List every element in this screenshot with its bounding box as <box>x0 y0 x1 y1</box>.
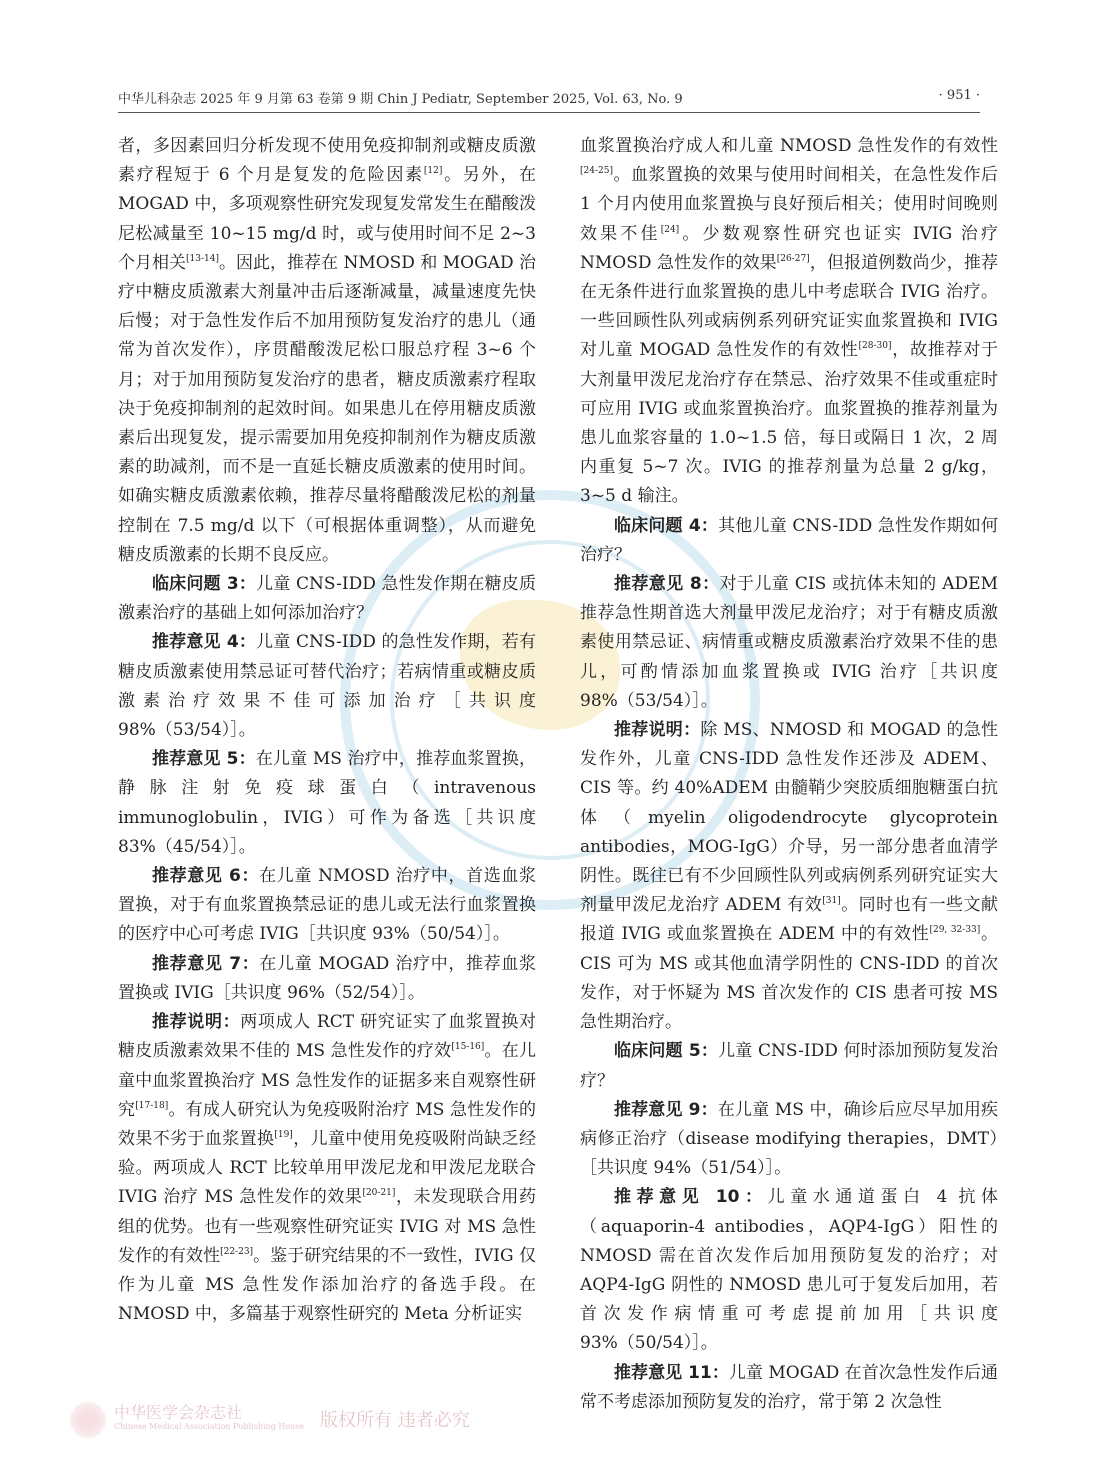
paragraph <box>118 745 536 862</box>
citation-ref: [28-30] <box>858 341 892 352</box>
paragraph-text: 血浆置换治疗成人和儿童 NMOSD 急性发作的有效性 <box>580 136 998 156</box>
paragraph <box>580 1359 998 1417</box>
paragraph <box>580 570 998 716</box>
paragraph-text: 。少数观察性研究也证实 IVIG 治疗 NMOSD 急性发作的效果 <box>580 223 998 273</box>
paragraph-lead: 推荐说明： <box>614 720 701 741</box>
paragraph-lead: 推荐意见 9： <box>614 1099 718 1120</box>
paragraph-lead: 推荐意见 5： <box>152 749 256 770</box>
citation-ref: [24-25] <box>580 166 613 177</box>
paragraph <box>118 1008 536 1329</box>
publisher-name: 中华医学会杂志社 <box>114 1403 243 1422</box>
paragraph-text: 儿童 CNS-IDD 的急性发作期，若有糖皮质激素使用禁忌证可替代治疗；若病情重或糖皮质激素治疗效果不佳可添加治疗［共识度 98%（53/54）］。 <box>118 632 536 741</box>
journal-citation: 中华儿科杂志 2025 年 9 月第 63 卷第 9 期 Chin J Pediatr, September 2025, Vol. 63, No. 9 <box>118 92 683 107</box>
paragraph-text: 。CIS 可为 MS 或其他血清学阴性的 CNS-IDD 的首次发作，对于怀疑为 MS 首次发作的 CIS 患者可按 MS 急性期治疗。 <box>580 924 998 1033</box>
copyright-slogan: 版权所有 违者必究 <box>320 1410 470 1431</box>
citation-ref: [22-23] <box>220 1246 254 1257</box>
paragraph-text: 两项成人 RCT 研究证实了血浆置换对糖皮质激素效果不佳的 MS 急性发作的疗效 <box>118 1012 537 1062</box>
publisher-watermark <box>70 1400 550 1440</box>
citation-ref: [19] <box>274 1129 293 1140</box>
paragraph-lead: 推荐意见 8： <box>614 574 720 595</box>
paragraph <box>580 716 998 1037</box>
running-header <box>118 88 980 110</box>
paragraph-text: 在儿童 NMOSD 治疗中，首选血浆置换，对于有血浆置换禁忌证的患儿或无法行血浆置换的医疗中心可考虑 IVIG［共识度 93%（50/54）］。 <box>118 866 536 945</box>
paragraph-lead: 推荐意见 6： <box>152 866 260 887</box>
paragraph <box>118 570 536 628</box>
paragraph-text: 除 MS、NMOSD 和 MOGAD 的急性发作外，儿童 CNS-IDD 急性发作还涉及 ADEM、CIS 等。约 40%ADEM 由髓鞘少突胶质细胞糖蛋白抗体（myelin oligodendrocyte glycoprotein antibodies，MOG-IgG）介导，另一部分患者血清学阴性。既往已有不少回顾性队列或病例系列研究证实大剂量甲泼尼龙治疗 ADEM 有效 <box>580 720 999 916</box>
citation-ref: [24] <box>660 224 680 235</box>
citation-ref: [26-27] <box>776 253 810 264</box>
paragraph-text: 。血浆置换的效果与使用时间相关，在急性发作后 1 个月内使用血浆置换与良好预后相关；使用时间晚则效果不佳 <box>580 165 998 244</box>
paragraph-text: 对于儿童 CIS 或抗体未知的 ADEM 推荐急性期首选大剂量甲泼尼龙治疗；对于有糖皮质激素使用禁忌证、病情重或糖皮质激素治疗效果不佳的患儿，可酌情添加血浆置换或 IVIG 治疗［共识度 98%（53/54）］。 <box>580 574 998 711</box>
citation-ref: [12] <box>423 166 443 177</box>
paragraph-lead: 临床问题 3： <box>152 574 257 595</box>
paragraph-text: 儿童 CNS-IDD 急性发作期在糖皮质激素治疗的基础上如何添加治疗？ <box>118 574 536 624</box>
page-number: · 951 · <box>938 88 980 103</box>
citation-ref: [15-16] <box>451 1042 485 1053</box>
paragraph-text: 。另外，在 MOGAD 中，多项观察性研究发现复发常发生在醋酸泼尼松减量至 10~15 mg/d 时，或与使用时间不足 2~3 个月相关 <box>118 165 537 273</box>
paragraph-text: 儿童 CNS-IDD 何时添加预防复发治疗？ <box>580 1041 998 1091</box>
paragraph-text: 在儿童 MOGAD 治疗中，推荐血浆置换或 IVIG［共识度 96%（52/54）］。 <box>118 953 537 1003</box>
publisher-name-en: Chinese Medical Association Publishing House <box>114 1422 305 1431</box>
paragraph-text: ，但报道例数尚少，推荐在无条件进行血浆置换的患儿中考虑联合 IVIG 治疗。一些回顾性队列或病例系列研究证实血浆置换和 IVIG 对儿童 MOGAD 急性发作的有效性 <box>580 252 998 361</box>
paragraph-text: 。同时也有一些文献报道 IVIG 或血浆置换在 ADEM 中的有效性 <box>580 895 999 945</box>
citation-ref: [31] <box>822 896 841 907</box>
paragraph <box>118 862 536 950</box>
paragraph-text: 。在儿童中血浆置换治疗 MS 急性发作的证据多来自观察性研究 <box>118 1041 536 1120</box>
citation-ref: [17-18] <box>135 1100 169 1111</box>
paragraph-text: 在儿童 MS 治疗中，推荐血浆置换，静脉注射免疫球蛋白（intravenous immunoglobulin，IVIG）可作为备选［共识度 83%（45/54）］。 <box>118 749 536 857</box>
paragraph <box>580 512 998 570</box>
paragraph-text: 。因此，推荐在 NMOSD 和 MOGAD 治疗中糖皮质激素大剂量冲击后逐渐减量，减量速度先快后慢；对于急性发作后不加用预防复发治疗的患儿（通常为首次发作），序贯醋酸泼尼松口服总疗程 3~6 个月；对于加用预防复发治疗的患者，糖皮质激素疗程取决于免疫抑制剂的起效时间。如果患儿在停用糖皮质激素后出现复发，提示需要加用免疫抑制剂作为糖皮质激素的助减剂，而不是一直延长糖皮质激素的使用时间。如确实糖皮质激素依赖，推荐尽量将醋酸泼尼松的剂量控制在 7.5 mg/d 以下（可根据体重调整），从而避免糖皮质激素的长期不良反应。 <box>118 252 536 565</box>
paragraph-lead: 推荐意见 10： <box>614 1187 768 1208</box>
paragraph <box>580 1096 998 1184</box>
paragraph-lead: 推荐说明： <box>152 1012 241 1033</box>
paragraph-lead: 临床问题 5： <box>614 1041 719 1062</box>
paragraph <box>118 950 536 1008</box>
paragraph-text: 儿童水通道蛋白 4 抗体（aquaporin-4 antibodies，AQP4-IgG）阳性的 NMOSD 需在首次发作后加用预防复发的治疗；对 AQP4-IgG 阴性的 NMOSD 患儿可于复发后加用，若首次发作病情重可考虑提前加用［共识度 93%（50/54）］。 <box>580 1187 999 1354</box>
citation-ref: [20-21] <box>362 1188 396 1199</box>
paragraph-lead: 推荐意见 4： <box>152 632 257 653</box>
citation-ref: [29, 32-33] <box>929 925 981 936</box>
paragraph-text: 其他儿童 CNS-IDD 急性发作期如何治疗？ <box>580 515 998 565</box>
paragraph-text: 。有成人研究认为免疫吸附治疗 MS 急性发作的效果不劣于血浆置换 <box>118 1099 536 1149</box>
paragraph-text: 儿童 MOGAD 在首次急性发作后通常不考虑添加预防复发的治疗，常于第 2 次急性 <box>580 1362 999 1412</box>
left-column <box>118 132 536 1329</box>
paragraph-lead: 推荐意见 7： <box>152 953 260 974</box>
paragraph-text: ，故推荐对于大剂量甲泼尼龙治疗存在禁忌、治疗效果不佳或重症时可应用 IVIG 或血浆置换治疗。血浆置换的推荐剂量为患儿血浆容量的 1.0~1.5 倍，每日或隔日 1 次，2 周内重复 5~7 次。IVIG 的推荐剂量为总量 2 g/kg，3~5 d 输注。 <box>580 340 998 507</box>
paragraph-lead: 推荐意见 11： <box>614 1362 729 1383</box>
flower-logo-icon <box>70 1402 106 1438</box>
paragraph-text: 者，多因素回归分析发现不使用免疫抑制剂或糖皮质激素疗程短于 6 个月是复发的危险因素 <box>118 136 536 186</box>
paragraph-text: 。鉴于研究结果的不一致性，IVIG 仅作为儿童 MS 急性发作添加治疗的备选手段。在 NMOSD 中，多篇基于观察性研究的 Meta 分析证实 <box>118 1245 536 1325</box>
paragraph-text: 在儿童 MS 中，确诊后应尽早加用疾病修正治疗（disease modifying therapies，DMT）［共识度 94%（51/54）］。 <box>580 1099 998 1179</box>
paragraph <box>580 132 998 512</box>
paragraph-text: ，未发现联合用药组的优势。也有一些观察性研究证实 IVIG 对 MS 急性发作的有效性 <box>118 1187 536 1266</box>
paragraph <box>580 1037 998 1095</box>
citation-ref: [13-14] <box>186 253 219 264</box>
paragraph <box>580 1183 998 1358</box>
header-rule <box>118 112 980 113</box>
paragraph-text: ，儿童中使用免疫吸附尚缺乏经验。两项成人 RCT 比较单用甲泼尼龙和甲泼尼龙联合 IVIG 治疗 MS 急性发作的效果 <box>118 1128 537 1208</box>
paragraph-lead: 临床问题 4： <box>614 515 719 536</box>
paragraph <box>118 628 536 745</box>
paragraph <box>118 132 536 570</box>
right-column <box>580 132 998 1417</box>
